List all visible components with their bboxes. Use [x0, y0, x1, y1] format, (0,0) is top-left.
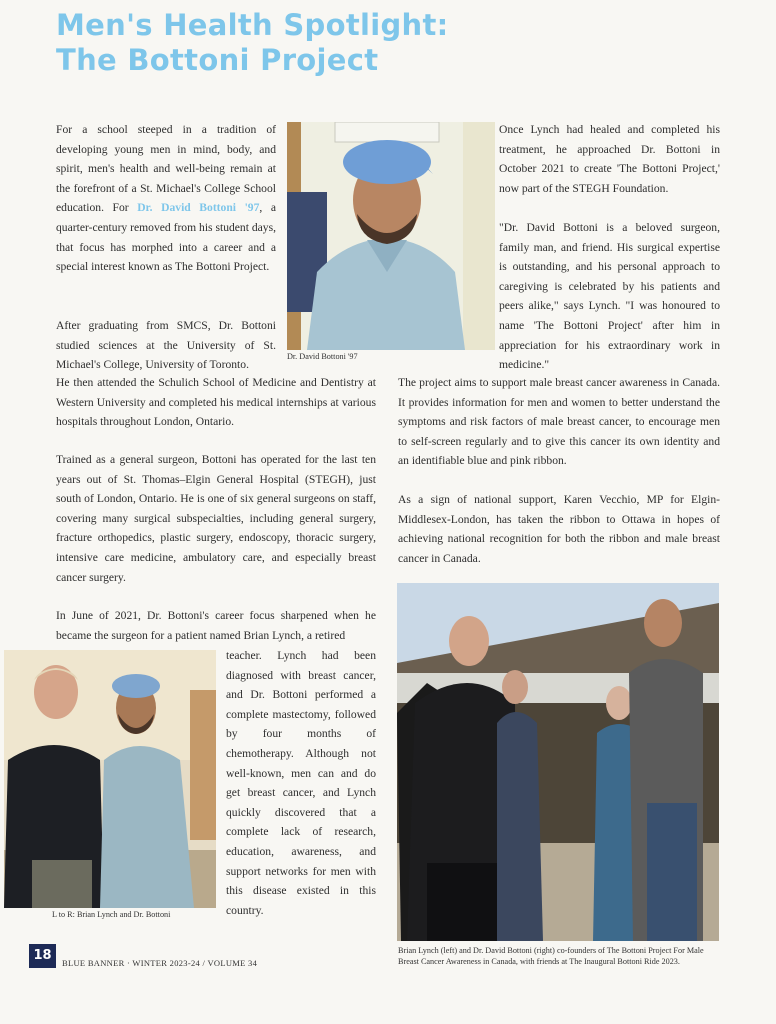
publication-footer: BLUE BANNER · WINTER 2023-24 / VOLUME 34 — [62, 958, 258, 968]
graduation-paragraph-part1: After graduating from SMCS, Dr. Bottoni studied sciences at the University of St. Michael's College, University of Toronto. — [56, 319, 276, 372]
title-line-1: Men's Health Spotlight: — [56, 8, 449, 42]
intro-text-end: , a quarter-century removed from his student days, that focus has morphed into a career and a special interest known as The Bottoni Project. — [56, 201, 276, 274]
graduation-paragraph-part2: He then attended the Schulich School of Medicine and Dentistry at Western University and completed his medical internships at various hospitals throughout London, Ontario. — [56, 376, 376, 429]
page-title — [56, 8, 449, 78]
june-paragraph-part2: teacher. Lynch had been diagnosed with breast cancer, and Dr. Bottoni performed a complete mastectomy, followed by four months of chemotherapy. Although not well-known, men can and do get breast cancer, and Lynch quickly discovered that a complete lack of research, education, awareness, and support networks for men with this disease existed in this country. — [226, 649, 376, 917]
bottoni-portrait-photo — [287, 122, 495, 350]
hospital-photo-caption: L to R: Brian Lynch and Dr. Bottoni — [52, 910, 171, 919]
trained-paragraph: Trained as a general surgeon, Bottoni has operated for the last ten years out of St. Thomas–Elgin General Hospital (STEGH), just south of London, Ontario. He is one of six general surgeons on staff, covering many surgical subspecialties, including general surgery, fracture orthopedics, plastic surgery, endoscopy, thoracic surgery, intensive care medicine, ambulatory care, and especially breast cancer surgery. — [56, 453, 376, 584]
lynch-bottoni-hospital-photo — [4, 650, 216, 908]
portrait-caption: Dr. David Bottoni '97 — [287, 352, 358, 361]
title-line-2: The Bottoni Project — [56, 43, 379, 77]
june-paragraph-part1: In June of 2021, Dr. Bottoni's career focus sharpened when he became the surgeon for a patient named Brian Lynch, a retired — [56, 609, 376, 642]
lynch-quote-paragraph: "Dr. David Bottoni is a beloved surgeon, family man, and friend. His surgical expertise is outstanding, and his personal approach to caregiving is celebrated by his patients and peers alike," says Lynch. "I was honoured to name 'The Bottoni Project' after him in appreciation for his extraordinary work in medicine." — [499, 221, 720, 372]
bottoni-ride-group-photo — [397, 583, 719, 941]
project-aims-paragraph: The project aims to support male breast cancer awareness in Canada. It provides information for men and women to better understand the symptoms and risk factors of male breast cancer, to encourage men to self-screen regularly and to give this cancer its own identity and an identifiable blue and pink ribbon. — [398, 376, 720, 468]
group-photo-caption: Brian Lynch (left) and Dr. David Bottoni (right) co-founders of The Bottoni Project For Male Breast Cancer Awareness in Canada, with friends at The Inaugural Bottoni Ride 2023. — [398, 946, 704, 966]
once-lynch-paragraph: Once Lynch had healed and completed his treatment, he approached Dr. Bottoni in October 2021 to create 'The Bottoni Project,' now part of the STEGH Foundation. — [499, 123, 720, 195]
page-number: 18 — [29, 944, 56, 968]
author-name-highlight: Dr. David Bottoni '97 — [137, 201, 260, 215]
national-support-paragraph: As a sign of national support, Karen Vecchio, MP for Elgin-Middlesex-London, has taken the ribbon to Ottawa in hopes of achieving national recognition for both the ribbon and male breast cancer in Canada. — [398, 493, 720, 565]
intro-paragraph — [56, 120, 276, 277]
intro-text-start: For a school steeped in a tradition of developing young men in mind, body, and spirit, men's health and well-being remain at the forefront of a St. Michael's College School education. For — [56, 123, 276, 215]
